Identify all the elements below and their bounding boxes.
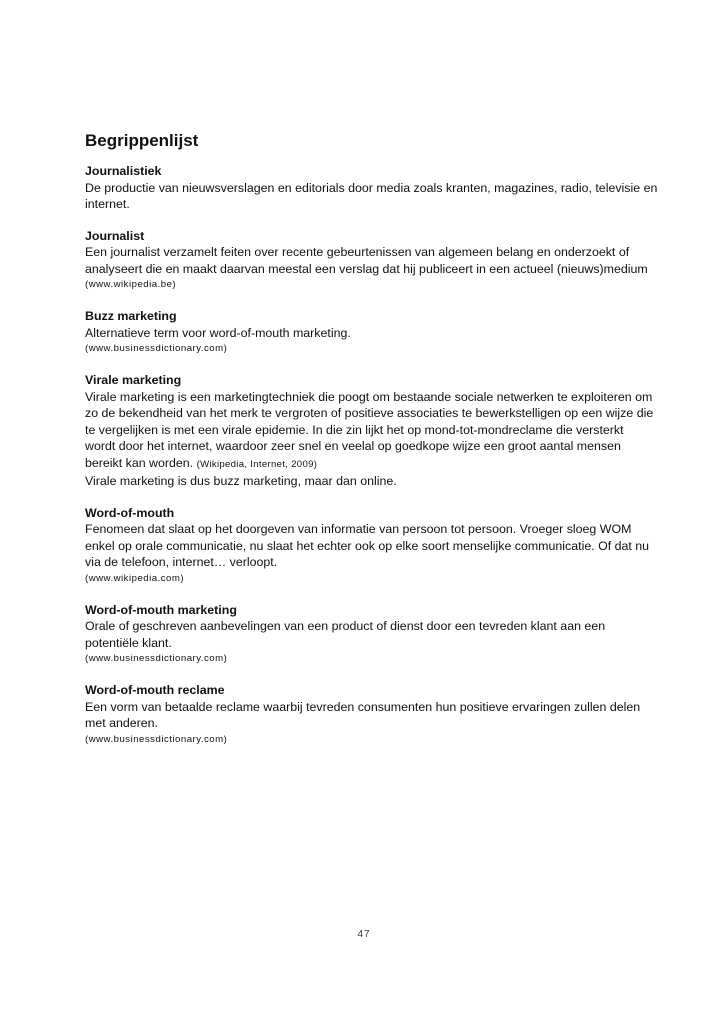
source-citation: (www.businessdictionary.com) [85, 343, 228, 354]
glossary-definition [85, 180, 658, 213]
definition-line: Virale marketing is dus buzz marketing, maar dan online. [85, 474, 397, 488]
glossary-entry-word-of-mouth-reclame [85, 682, 645, 748]
definition-line [85, 455, 645, 474]
source-citation: (www.businessdictionary.com) [85, 653, 228, 664]
glossary-term: Journalist [85, 228, 145, 243]
definition-line: met anderen. [85, 716, 159, 730]
definition-line: Een vorm van betaalde reclame waarbij tevreden consumenten hun positieve ervaringen zullen delen [85, 699, 641, 714]
definition-line: internet. [85, 197, 130, 211]
definition-line: enkel op orale communicatie, nu slaat het echter ook op elke soort menselijke communicatie. Of dat nu [85, 538, 650, 553]
glossary-entry-journalistiek [85, 163, 658, 213]
glossary-term: Word-of-mouth [85, 505, 175, 520]
glossary-term: Journalistiek [85, 164, 162, 178]
page-title: Begrippenlijst [85, 131, 199, 150]
page-number: 47 [357, 929, 371, 940]
glossary-entry-word-of-mouth [85, 505, 650, 587]
glossary-definition [85, 325, 645, 342]
definition-line: De productie van nieuwsverslagen en editorials door media zoals kranten, magazines, radio, televisie en [85, 180, 658, 195]
definition-line: analyseert die en maakt daarvan meestal een verslag dat hij publiceert in een actueel (nieuws)medium [85, 261, 648, 276]
glossary-entry-word-of-mouth-marketing [85, 602, 645, 668]
glossary-entry-journalist [85, 228, 648, 294]
source-citation: (Wikipedia, Internet, 2009) [196, 458, 318, 470]
glossary-definition [85, 618, 645, 651]
glossary-term: Virale marketing [85, 373, 182, 387]
definition-line: via de telefoon, internet… verloopt. [85, 555, 278, 569]
definition-line: Een journalist verzamelt feiten over recente gebeurtenissen van algemeen belang en onderzoekt of [85, 245, 630, 259]
source-citation: (www.wikipedia.be) [85, 279, 177, 290]
definition-text: bereikt kan worden. [85, 455, 194, 470]
glossary-term: Word-of-mouth marketing [85, 602, 237, 617]
glossary-definition [85, 389, 654, 490]
definition-line: Virale marketing is een marketingtechniek die poogt om bestaande sociale netwerken te exploiteren om [85, 389, 653, 404]
glossary-definition [85, 521, 650, 571]
definition-line: Alternatieve term voor word-of-mouth marketing. [85, 325, 351, 340]
definition-line: Fenomeen dat slaat op het doorgeven van informatie van persoon tot persoon. Vroeger sloeg WOM [85, 522, 632, 536]
definition-line: Orale of geschreven aanbevelingen van een product of dienst door een tevreden klant aan een [85, 619, 606, 633]
definition-line: zo de bekendheid van het merk te vergroten of positieve associaties te bewerkstelligen op een wijze die [85, 406, 654, 420]
glossary-entry-virale-marketing [85, 372, 654, 490]
glossary-entry-buzz-marketing [85, 308, 645, 357]
definition-line: wordt door het internet, waardoor zeer snel en veelal op goedkope wijze een groot aantal mensen [85, 439, 621, 453]
glossary-term: Buzz marketing [85, 309, 177, 323]
source-citation: (www.businessdictionary.com) [85, 733, 228, 745]
definition-line: te vergelijken is met een virale epidemie. In die zin lijkt het op mond-tot-mondreclame die versterkt [85, 422, 624, 437]
glossary-definition [85, 244, 648, 277]
glossary-definition [85, 699, 645, 732]
definition-line: potentiële klant. [85, 635, 172, 650]
source-citation: (www.wikipedia.com) [85, 572, 185, 584]
page-content [85, 131, 658, 763]
glossary-term: Word-of-mouth reclame [85, 683, 225, 697]
